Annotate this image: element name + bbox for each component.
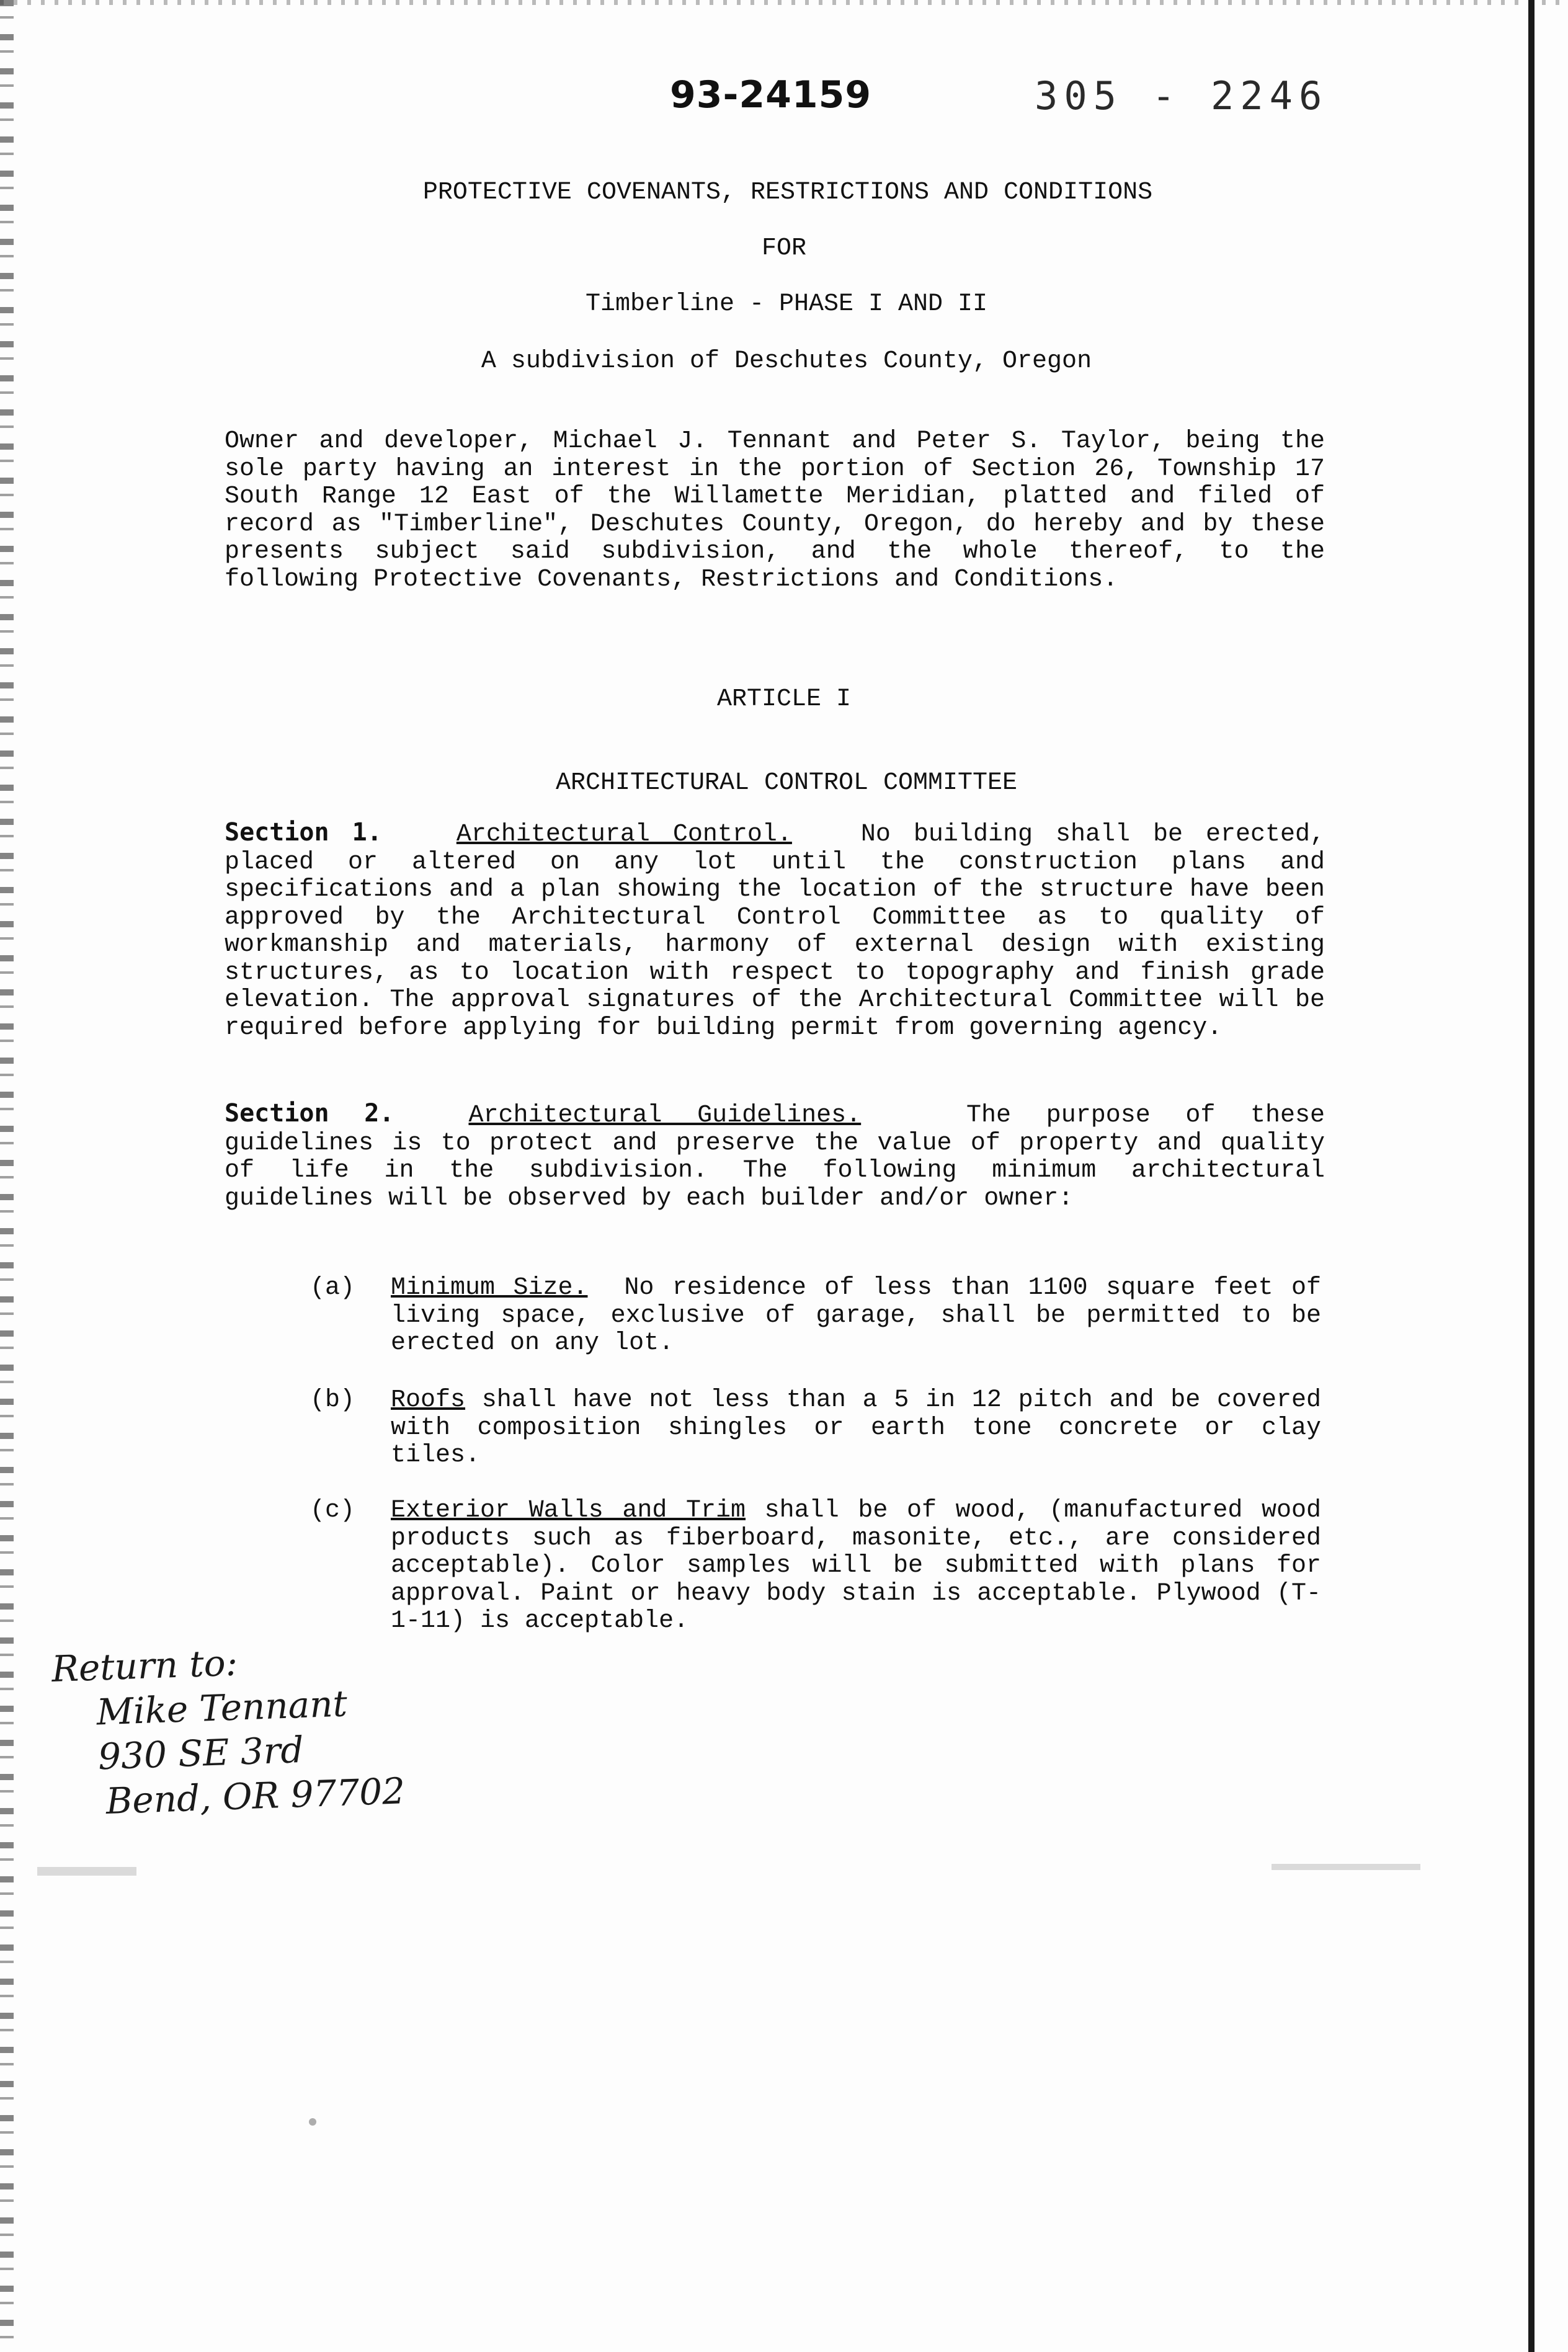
title-subdivision-name: Timberline - PHASE I AND II: [585, 290, 988, 318]
article-heading: ARCHITECTURAL CONTROL COMMITTEE: [555, 769, 1018, 797]
section-1-label: Section 1.: [225, 818, 382, 847]
article-label: ARTICLE I: [716, 685, 852, 713]
scan-top-edge: [0, 0, 1568, 5]
intro-paragraph: Owner and developer, Michael J. Tennant and Peter S. Taylor, being the sole party having an interest in the portion of Section 26, Township 17 South Range 12 East of the Willamette Meridian, platted and filed of record as "Timberline", Deschutes County, Oregon, do hereby and by these presents subject said subdivision, and the whole thereof, to the following Protective Covenants, Restrictions and Conditions.: [225, 427, 1325, 594]
title-for: FOR: [761, 234, 806, 262]
list-item-marker: (c): [310, 1497, 355, 1525]
list-item-text: shall have not less than a 5 in 12 pitch and be covered with composition shingles or earth tone concrete or clay tiles.: [391, 1386, 1321, 1469]
list-item-marker: (a): [310, 1274, 355, 1302]
list-item-body: [391, 1497, 1321, 1636]
scan-speck: [309, 2118, 316, 2126]
list-item-body: [391, 1387, 1321, 1470]
section-1: [225, 819, 1325, 1042]
section-1-text: No building shall be erected, placed or altered on any lot until the construction plans and specifications and a plan showing the location of the structure have been approved by the Architectural Control Committee as to quality of workmanship and materials, harmony of external design with existing structures, as to location with respect to topography and finish grade elevation. The approval signatures of the Architectural Committee will be required before applying for building permit from governing agency.: [225, 821, 1325, 1042]
section-2-text: The purpose of these guidelines is to protect and preserve the value of property and quality of life in the subdivision. The following minimum architectural guidelines will be observed by each builder and/or owner:: [225, 1102, 1325, 1213]
list-item-title: Minimum Size.: [391, 1274, 588, 1302]
document-number: 93-24159: [670, 73, 872, 117]
handwritten-return-address: [51, 1634, 406, 1825]
book-page-number: 305 - 2246: [1035, 73, 1329, 118]
list-item-text: shall be of wood, (manufactured wood products such as fiberboard, masonite, etc., are considered acceptable). Color samples will be submitted with plans for approval. Paint or heavy body stain is acceptable. Plywood (T-1-11) is acceptable.: [391, 1497, 1322, 1635]
list-item-title: Roofs: [391, 1386, 466, 1414]
scan-smudge: [37, 1867, 136, 1876]
list-item-body: [391, 1275, 1321, 1358]
section-2-title: Architectural Guidelines.: [468, 1102, 862, 1129]
list-item-text: No residence of less than 1100 square feet of living space, exclusive of garage, shall be permitted to be erected on any lot.: [391, 1274, 1321, 1357]
list-item-marker: (b): [310, 1386, 355, 1414]
handwritten-line: 930 SE 3rd: [97, 1728, 305, 1778]
document-title: PROTECTIVE COVENANTS, RESTRICTIONS AND CONDITIONS: [422, 179, 1153, 207]
section-2: [225, 1100, 1325, 1213]
title-county: A subdivision of Deschutes County, Oregon: [481, 347, 1092, 375]
handwritten-line: Mike Tennant: [96, 1682, 348, 1734]
handwritten-line: Return to:: [51, 1641, 239, 1690]
section-2-label: Section 2.: [225, 1099, 394, 1128]
scan-smudge: [1272, 1864, 1420, 1870]
handwritten-line: Bend, OR 97702: [105, 1770, 406, 1823]
section-1-title: Architectural Control.: [456, 821, 792, 849]
list-item-title: Exterior Walls and Trim: [391, 1497, 746, 1525]
